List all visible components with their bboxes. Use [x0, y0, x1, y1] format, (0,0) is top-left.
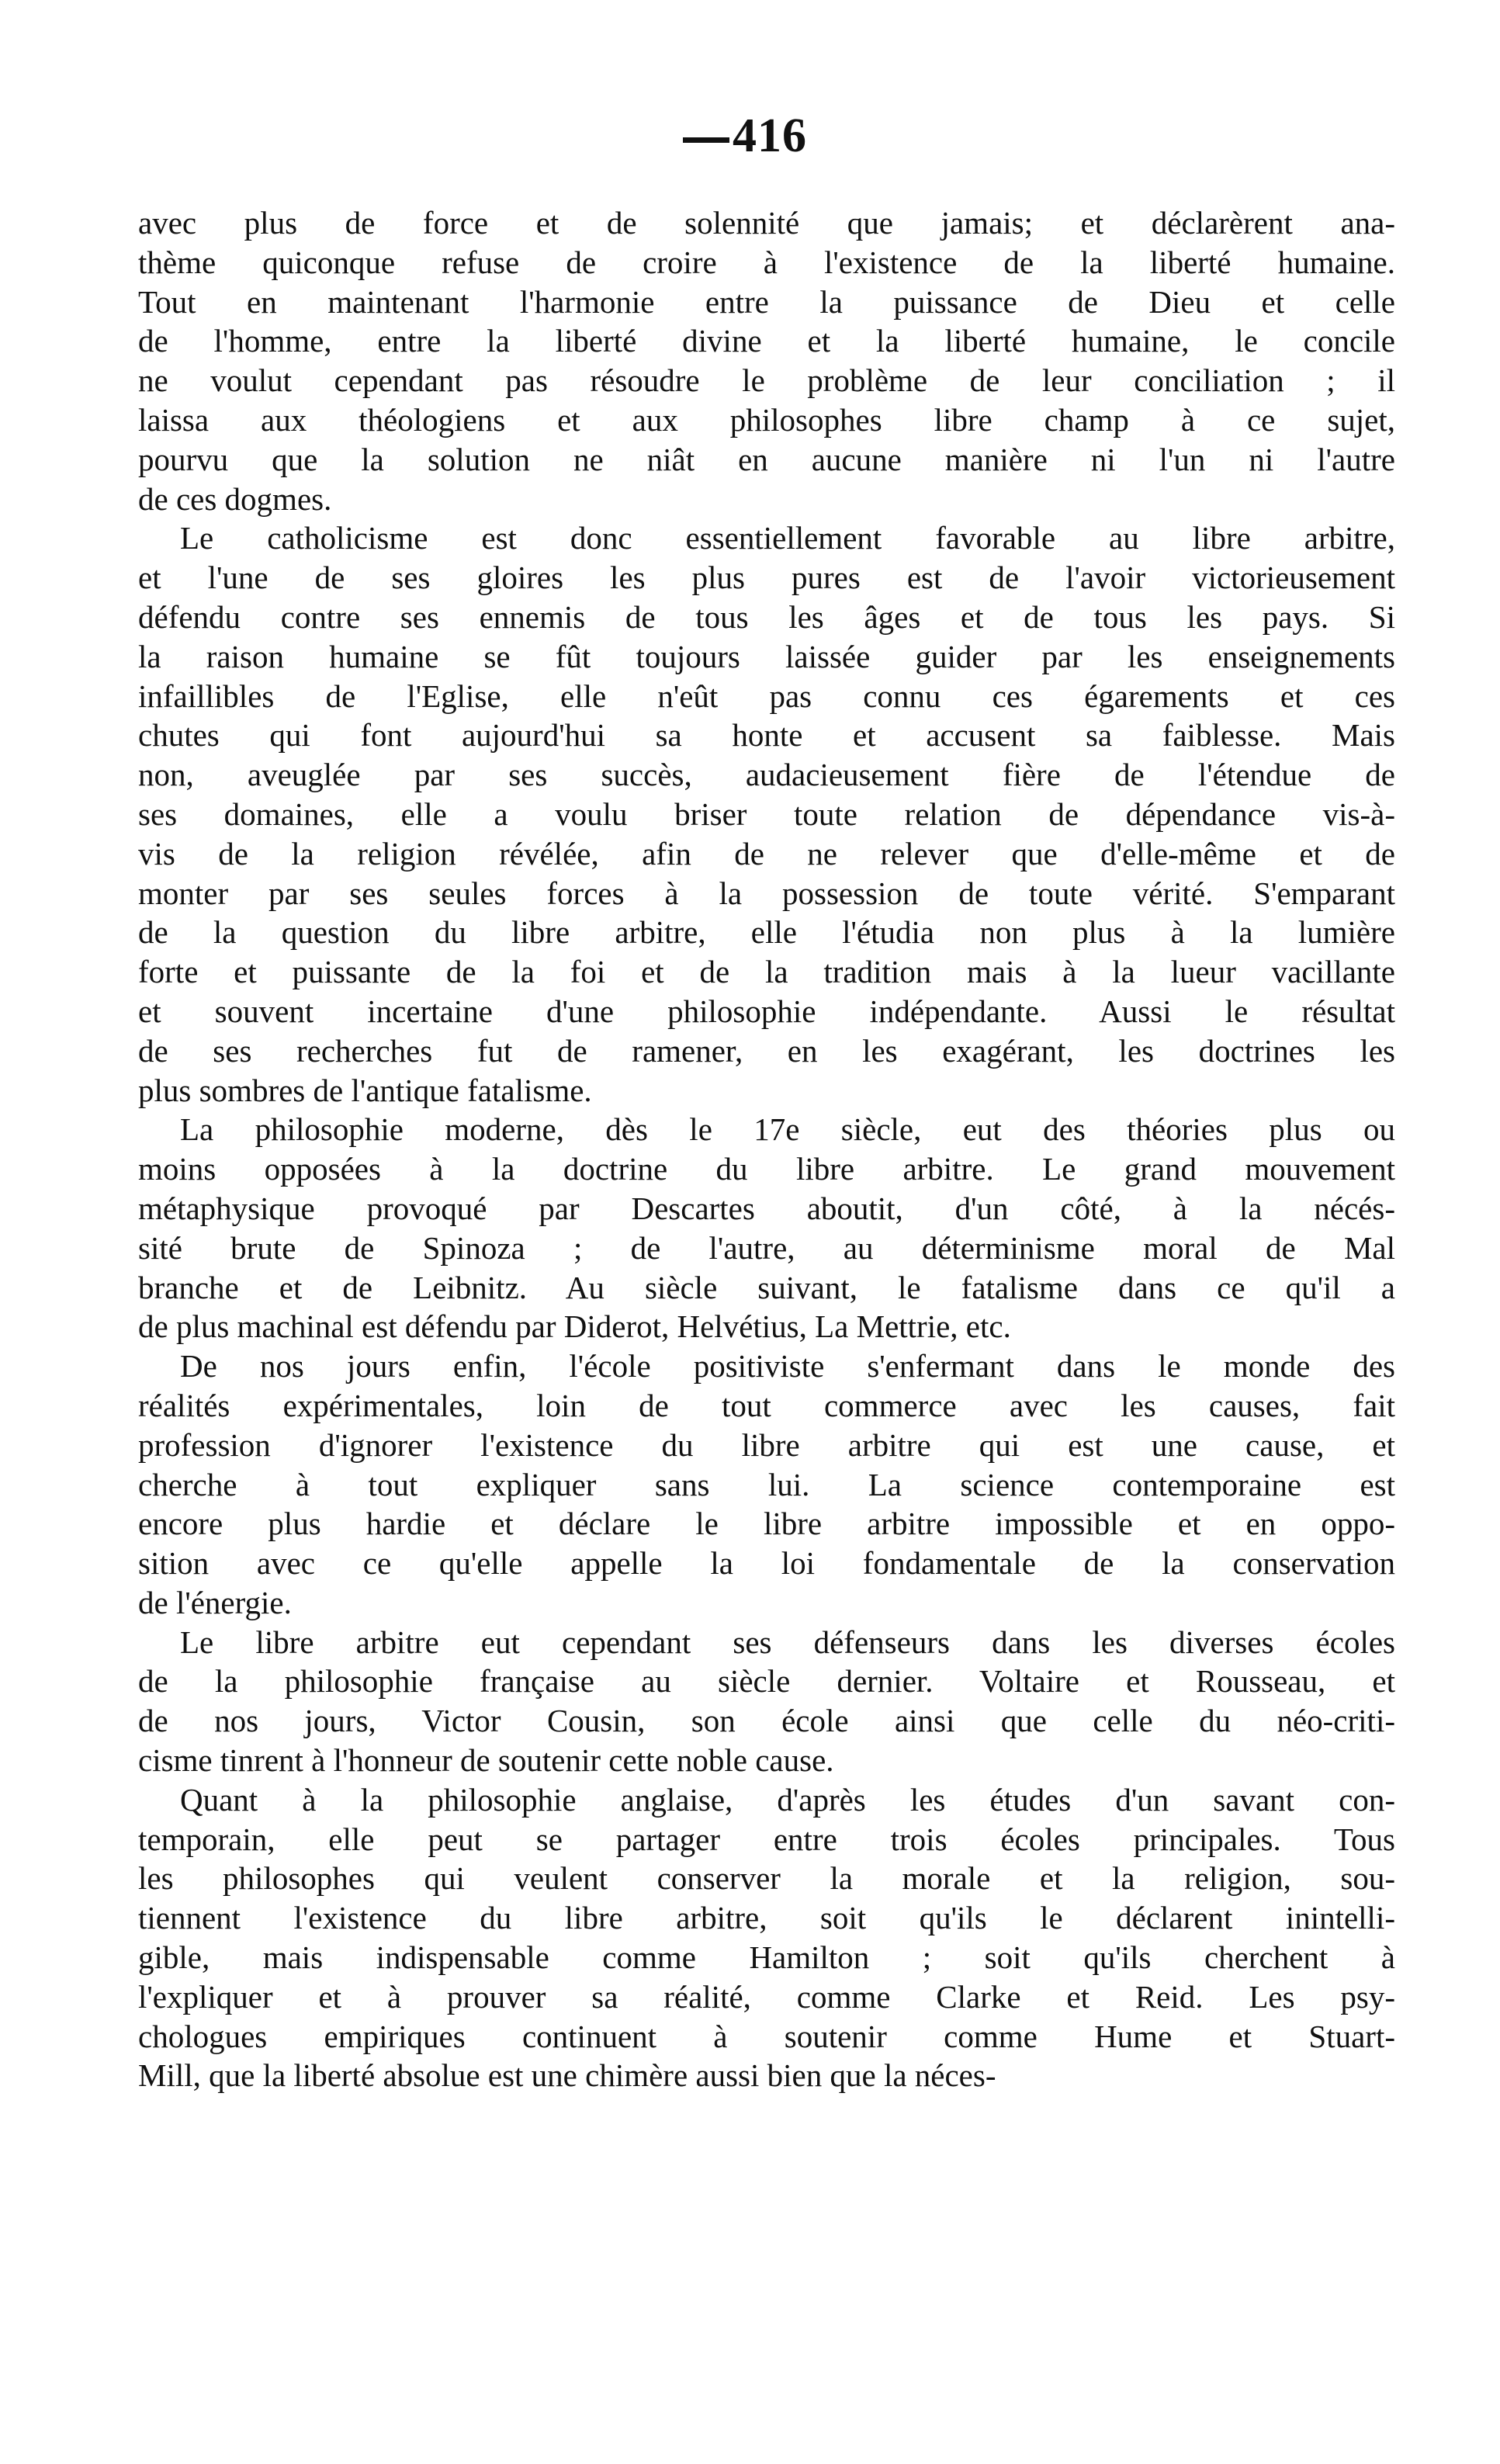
text-line: tiennent l'existence du libre arbitre, soit qu'ils le déclarent inintelli-: [138, 1900, 1395, 1936]
text-line: pourvu que la solution ne niât en aucune manière ni l'un ni l'autre: [138, 441, 1395, 477]
text-line: avec plus de force et de solennité que jamais; et déclarèrent ana-: [138, 205, 1395, 241]
text-line: moins opposées à la doctrine du libre arbitre. Le grand mouvement: [138, 1151, 1395, 1187]
text-line: La philosophie moderne, dès le 17e siècle, eut des théories plus ou: [180, 1111, 1395, 1148]
text-line: les philosophes qui veulent conserver la morale et la religion, sou-: [138, 1860, 1395, 1897]
text-line: ne voulut cependant pas résoudre le problème de leur conciliation ; il: [138, 362, 1395, 399]
text-line: Le catholicisme est donc essentiellement favorable au libre arbitre,: [180, 520, 1395, 556]
text-line: de ses recherches fut de ramener, en les exagérant, les doctrines les: [138, 1032, 1395, 1069]
text-line: forte et puissante de la foi et de la tradition mais à la lueur vacillante: [138, 954, 1395, 990]
paragraph: [138, 203, 1395, 518]
text-line: cherche à tout expliquer sans lui. La science contemporaine est: [138, 1466, 1395, 1502]
text-line: non, aveuglée par ses succès, audacieusement fière de l'étendue de: [138, 757, 1395, 793]
text-line: chologues empiriques continuent à soutenir comme Hume et Stuart-: [138, 2018, 1395, 2054]
text-line: De nos jours enfin, l'école positiviste s'enfermant dans le monde des: [180, 1348, 1395, 1384]
text-line: de ces dogmes.: [138, 480, 332, 517]
text-line: profession d'ignorer l'existence du libre arbitre qui est une cause, et: [138, 1426, 1395, 1463]
text-line: l'expliquer et à prouver sa réalité, comme Clarke et Reid. Les psy-: [138, 1978, 1395, 2015]
text-line: gible, mais indispensable comme Hamilton ; soit qu'ils cherchent à: [138, 1939, 1395, 1976]
paragraph: [138, 1110, 1395, 1346]
paragraph: [138, 518, 1395, 1110]
text-line: thème quiconque refuse de croire à l'existence de la liberté humaine.: [138, 244, 1395, 280]
text-line: métaphysique provoqué par Descartes aboutit, d'un côté, à la nécés-: [138, 1190, 1395, 1226]
text-line: encore plus hardie et déclare le libre arbitre impossible et en oppo-: [138, 1506, 1395, 1542]
paragraph: [138, 1623, 1395, 1780]
text-line: plus sombres de l'antique fatalisme.: [138, 1072, 592, 1108]
paragraph: [138, 1780, 1395, 2095]
text-line: ses domaines, elle a voulu briser toute relation de dépendance vis-à-: [138, 795, 1395, 832]
text-line: la raison humaine se fût toujours laissée guider par les enseignements: [138, 638, 1395, 674]
text-line: défendu contre ses ennemis de tous les âges et de tous les pays. Si: [138, 598, 1395, 635]
text-line: de la philosophie française au siècle dernier. Voltaire et Rousseau, et: [138, 1663, 1395, 1700]
text-line: vis de la religion révélée, afin de ne relever que d'elle-même et de: [138, 835, 1395, 872]
text-line: de la question du libre arbitre, elle l'étudia non plus à la lumière: [138, 914, 1395, 951]
text-line: Quant à la philosophie anglaise, d'après les études d'un savant con-: [180, 1781, 1395, 1818]
text-line: Le libre arbitre eut cependant ses défenseurs dans les diverses écoles: [180, 1624, 1395, 1660]
text-line: de l'énergie.: [138, 1584, 292, 1620]
text-line: et l'une de ses gloires les plus pures est de l'avoir victorieusement: [138, 560, 1395, 596]
body-text: [138, 203, 1395, 2095]
text-line: sité brute de Spinoza ; de l'autre, au déterminisme moral de Mal: [138, 1229, 1395, 1266]
text-line: Tout en maintenant l'harmonie entre la puissance de Dieu et celle: [138, 283, 1395, 320]
text-line: infaillibles de l'Eglise, elle n'eût pas connu ces égarements et ces: [138, 678, 1395, 714]
text-line: et souvent incertaine d'une philosophie indépendante. Aussi le résultat: [138, 993, 1395, 1029]
page-number-dash: [683, 137, 729, 143]
text-line: cisme tinrent à l'honneur de soutenir cette noble cause.: [138, 1742, 834, 1779]
text-line: monter par ses seules forces à la possession de toute vérité. S'emparant: [138, 875, 1395, 911]
text-line: laissa aux théologiens et aux philosophes libre champ à ce sujet,: [138, 401, 1395, 438]
text-line: temporain, elle peut se partager entre trois écoles principales. Tous: [138, 1821, 1395, 1857]
text-line: réalités expérimentales, loin de tout commerce avec les causes, fait: [138, 1387, 1395, 1423]
page-number-value: 416: [733, 109, 807, 162]
text-line: chutes qui font aujourd'hui sa honte et accusent sa faiblesse. Mais: [138, 717, 1395, 754]
text-line: de nos jours, Victor Cousin, son école ainsi que celle du néo-criti-: [138, 1703, 1395, 1739]
text-line: de l'homme, entre la liberté divine et la liberté humaine, le concile: [138, 323, 1395, 359]
text-line: Mill, que la liberté absolue est une chimère aussi bien que la néces-: [138, 2057, 996, 2094]
text-line: de plus machinal est défendu par Diderot, Helvétius, La Mettrie, etc.: [138, 1308, 1011, 1345]
text-line: sition avec ce qu'elle appelle la loi fondamentale de la conservation: [138, 1545, 1395, 1582]
text-line: branche et de Leibnitz. Au siècle suivant, le fatalisme dans ce qu'il a: [138, 1269, 1395, 1305]
paragraph: [138, 1346, 1395, 1623]
page-number: [683, 109, 838, 164]
